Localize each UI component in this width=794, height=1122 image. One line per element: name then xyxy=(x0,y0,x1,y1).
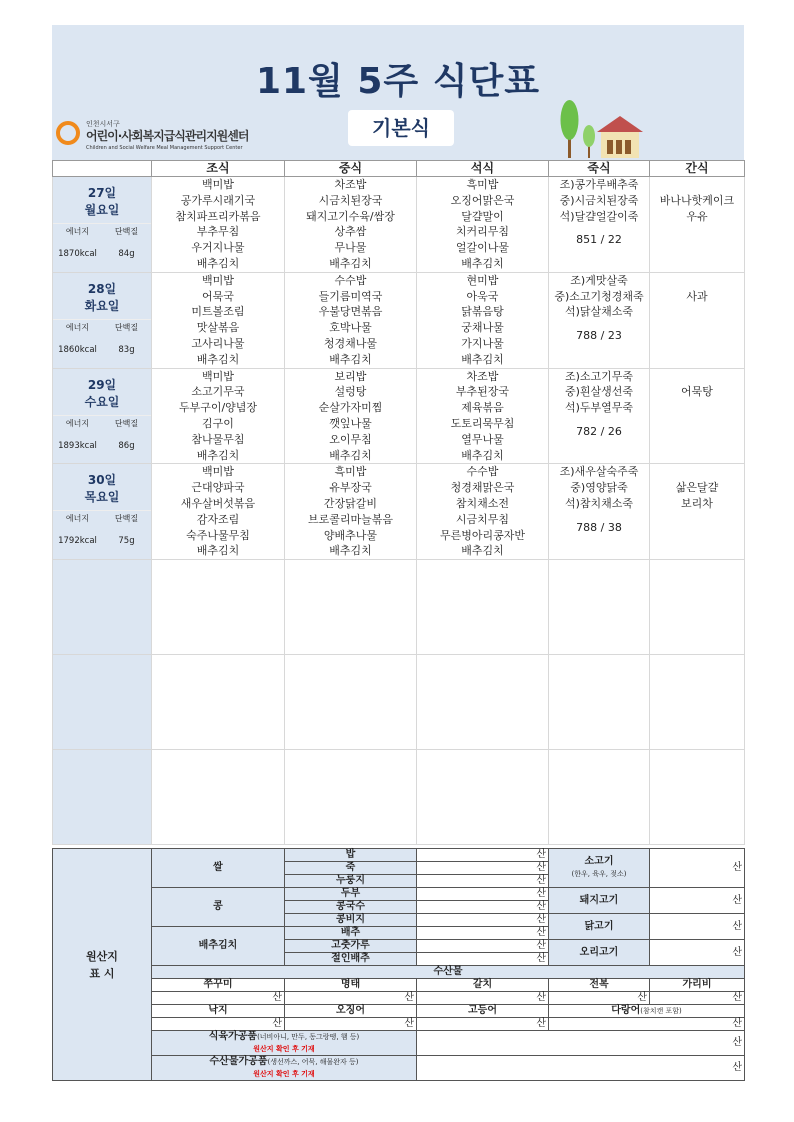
day-label-cell xyxy=(53,177,152,273)
breakfast-item: 배추김치 xyxy=(196,256,240,270)
dinner-item: 달걀말이 xyxy=(461,209,504,223)
origin-label-line1: 원산지 xyxy=(86,949,118,963)
origin-kimchi: 배추김치 xyxy=(152,927,285,966)
porridge-cell xyxy=(549,177,650,273)
nutrition-values xyxy=(53,526,151,556)
origin-rice: 쌀 xyxy=(152,849,285,888)
origin-beef-label: 소고기 xyxy=(584,856,614,867)
origin-value: 산 xyxy=(650,849,745,888)
breakfast-item: 근대양파국 xyxy=(191,481,245,495)
origin-value: 산 xyxy=(285,1018,417,1031)
lunch-cell xyxy=(285,272,417,368)
smile-logo-icon xyxy=(56,121,80,145)
lunch-item: 배추김치 xyxy=(329,352,372,366)
energy-value: 1860kcal xyxy=(58,344,97,355)
dinner-item: 배추김치 xyxy=(461,256,504,270)
porridge-cell xyxy=(549,272,650,368)
snack-spacer xyxy=(650,369,744,385)
lunch-item: 배추김치 xyxy=(329,448,372,462)
energy-label: 에너지 xyxy=(65,418,90,428)
day-date: 28일 xyxy=(87,281,117,296)
lunch-item: 흑미밥 xyxy=(334,465,367,479)
lunch-item: 유부장국 xyxy=(329,481,372,495)
origin-rice-item: 누룽지 xyxy=(285,875,417,888)
origin-fish: 고등어 xyxy=(417,1005,549,1018)
dinner-item: 부추된장국 xyxy=(455,385,510,399)
breakfast-item: 참나물무침 xyxy=(191,432,245,446)
dinner-item: 무른병아리콩자반 xyxy=(439,528,525,542)
dinner-item: 궁채나물 xyxy=(461,321,504,335)
breakfast-cell xyxy=(152,177,285,273)
nutrition-header xyxy=(53,223,151,239)
breakfast-item: 참치파프리카볶음 xyxy=(175,209,261,223)
dinner-item: 수수밥 xyxy=(466,465,499,479)
protein-value: 83g xyxy=(118,344,135,355)
col-header-breakfast: 조식 xyxy=(152,161,285,177)
dinner-item: 오징어맑은국 xyxy=(450,193,515,207)
snack-item: 사과 xyxy=(686,289,708,303)
lunch-item: 들기름미역국 xyxy=(318,289,383,303)
origin-bean-item: 콩국수 xyxy=(285,901,417,914)
origin-fish-proc-note: (생선까스, 어묵, 해물완자 등) xyxy=(267,1058,359,1066)
origin-fish: 명태 xyxy=(285,979,417,992)
protein-label: 단백질 xyxy=(114,514,139,524)
day-label-cell xyxy=(53,272,152,368)
empty-cell xyxy=(417,750,549,845)
origin-kimchi-item: 절인배추 xyxy=(285,953,417,966)
origin-value: 산 xyxy=(650,940,745,966)
origin-kimchi-item: 고춧가루 xyxy=(285,940,417,953)
snack-item: 우유 xyxy=(686,209,708,223)
nutrition-header xyxy=(53,510,151,526)
origin-meat-proc-note: (너비아니, 만두, 동그랑땡, 햄 등) xyxy=(257,1033,360,1041)
empty-cell xyxy=(53,750,152,845)
empty-cell xyxy=(549,750,650,845)
origin-duck: 오리고기 xyxy=(549,940,650,966)
energy-value: 1792kcal xyxy=(58,536,97,547)
lunch-item: 양배추나물 xyxy=(323,528,378,542)
lunch-item: 차조밥 xyxy=(334,178,367,191)
dinner-item: 도토리묵무침 xyxy=(450,416,515,430)
dinner-cell xyxy=(417,177,549,273)
porridge-nutrition: 782 / 26 xyxy=(576,424,622,438)
breakfast-item: 공가루시래기국 xyxy=(180,193,256,207)
origin-value: 산 xyxy=(549,992,650,1005)
origin-kimchi-item: 배추 xyxy=(285,927,417,940)
empty-cell xyxy=(650,655,745,750)
origin-tuna-note: (참치캔 포함) xyxy=(640,1007,682,1015)
lunch-item: 배추김치 xyxy=(329,256,372,270)
day-label xyxy=(53,273,151,319)
porridge-item: 중)흰살생선죽 xyxy=(564,385,634,399)
day-label xyxy=(53,177,151,223)
origin-value: 산 xyxy=(285,992,417,1005)
origin-fish: 오징어 xyxy=(285,1005,417,1018)
origin-value: 산 xyxy=(417,940,549,953)
porridge-item: 중)소고기청경채죽 xyxy=(554,289,644,303)
origin-value: 산 xyxy=(152,1018,285,1031)
day-row xyxy=(53,368,745,464)
breakfast-item: 백미밥 xyxy=(202,465,234,479)
origin-beef xyxy=(549,849,650,888)
breakfast-item: 숙주나물무침 xyxy=(186,528,250,542)
lunch-item: 수수밥 xyxy=(334,273,367,287)
snack-cell xyxy=(650,177,745,273)
lunch-item: 간장닭갈비 xyxy=(323,496,378,510)
weekly-menu-table xyxy=(52,160,745,845)
origin-value: 산 xyxy=(417,875,549,888)
porridge-nutrition: 851 / 22 xyxy=(576,233,622,247)
origin-value: 산 xyxy=(417,901,549,914)
dinner-item: 현미밥 xyxy=(466,273,499,287)
breakfast-item: 어묵국 xyxy=(202,289,234,303)
lunch-item: 청경채나물 xyxy=(323,336,378,350)
lunch-item: 오이무침 xyxy=(329,432,372,446)
porridge-cell xyxy=(549,368,650,464)
day-label-cell xyxy=(53,368,152,464)
center-logo xyxy=(56,119,249,155)
dinner-item: 시금치무침 xyxy=(455,512,510,526)
dinner-item: 배추김치 xyxy=(461,352,504,366)
breakfast-item: 배추김치 xyxy=(196,352,240,366)
snack-spacer xyxy=(650,464,744,480)
lunch-cell xyxy=(285,368,417,464)
day-weekday: 월요일 xyxy=(84,203,120,217)
empty-cell xyxy=(53,560,152,655)
dinner-item: 열무나물 xyxy=(461,432,504,446)
porridge-item: 중)영양닭죽 xyxy=(570,481,628,495)
corner-header xyxy=(53,161,152,177)
snack-item: 어묵탕 xyxy=(681,385,713,399)
origin-value: 산 xyxy=(549,1018,745,1031)
day-date: 30일 xyxy=(87,473,117,488)
header-banner xyxy=(52,25,744,160)
empty-cell xyxy=(650,560,745,655)
lunch-item: 브로콜리마늘볶음 xyxy=(307,512,393,526)
lunch-item: 호박나물 xyxy=(329,321,372,335)
origin-fish-tuna xyxy=(549,1005,745,1018)
porridge-item: 조)콩가루배추죽 xyxy=(559,178,639,191)
protein-value: 84g xyxy=(118,249,135,259)
nutrition-header xyxy=(53,415,151,431)
origin-fish: 낙지 xyxy=(152,1005,285,1018)
origin-rice-item: 밥 xyxy=(285,849,417,862)
porridge-item: 중)시금치된장죽 xyxy=(559,193,639,207)
origin-tuna-label: 다랑어 xyxy=(611,1005,641,1016)
logo-region: 인천시서구 xyxy=(86,120,120,128)
origin-value: 산 xyxy=(417,888,549,901)
empty-row xyxy=(53,750,745,845)
nutrition-header xyxy=(53,319,151,335)
empty-row xyxy=(53,560,745,655)
col-header-porridge: 죽식 xyxy=(549,161,650,177)
breakfast-item: 백미밥 xyxy=(202,273,234,287)
breakfast-item: 배추김치 xyxy=(196,544,240,558)
porridge-nutrition: 788 / 38 xyxy=(576,520,622,534)
day-row xyxy=(53,177,745,273)
snack-cell xyxy=(650,368,745,464)
lunch-item: 순살가자미찜 xyxy=(318,401,383,415)
dinner-item: 얼갈이나물 xyxy=(455,241,510,255)
porridge-item: 조)새우살숙주죽 xyxy=(559,465,639,479)
day-weekday: 화요일 xyxy=(84,298,120,313)
porridge-item: 조)게맛살죽 xyxy=(570,273,628,287)
lunch-item: 설렁탕 xyxy=(334,385,367,399)
lunch-item: 보리밥 xyxy=(334,369,367,383)
dinner-cell xyxy=(417,272,549,368)
origin-value: 산 xyxy=(650,888,745,914)
breakfast-item: 고사리나물 xyxy=(191,336,245,350)
breakfast-cell xyxy=(152,464,285,560)
snack-cell xyxy=(650,464,745,560)
protein-label: 단백질 xyxy=(114,418,139,428)
dinner-cell xyxy=(417,368,549,464)
origin-bean-item: 콩비지 xyxy=(285,914,417,927)
origin-fish: 갈치 xyxy=(417,979,549,992)
dinner-item: 아욱국 xyxy=(466,289,499,303)
day-label-cell xyxy=(53,464,152,560)
origin-value: 산 xyxy=(152,992,285,1005)
dinner-item: 차조밥 xyxy=(466,369,499,383)
breakfast-item: 부추무침 xyxy=(196,225,240,239)
day-label xyxy=(53,464,151,510)
porridge-cell xyxy=(549,464,650,560)
protein-value: 86g xyxy=(118,440,135,451)
origin-chicken: 닭고기 xyxy=(549,914,650,940)
breakfast-item: 미트볼조림 xyxy=(191,305,245,319)
energy-value: 1893kcal xyxy=(58,440,97,451)
dinner-item: 가지나물 xyxy=(461,336,504,350)
origin-confirm-note: 원산지 확인 후 기재 xyxy=(253,1045,315,1053)
energy-label: 에너지 xyxy=(65,514,90,524)
dinner-item: 참치채소전 xyxy=(455,496,510,510)
snack-spacer xyxy=(650,273,744,289)
origin-label xyxy=(53,849,152,1081)
col-header-lunch: 중식 xyxy=(285,161,417,177)
empty-cell xyxy=(417,560,549,655)
empty-cell xyxy=(650,750,745,845)
empty-row xyxy=(53,655,745,750)
origin-value: 산 xyxy=(417,927,549,940)
empty-cell xyxy=(53,655,152,750)
origin-beef-note: (한우, 육우, 젖소) xyxy=(571,870,627,878)
porridge-item: 석)참치채소죽 xyxy=(564,496,634,510)
dinner-item: 제육볶음 xyxy=(461,401,504,415)
origin-label-line2: 표 시 xyxy=(89,966,115,980)
protein-label: 단백질 xyxy=(114,322,139,332)
origin-seafood-header: 수산물 xyxy=(152,966,745,979)
origin-pork: 돼지고기 xyxy=(549,888,650,914)
day-label xyxy=(53,369,151,415)
origin-value: 산 xyxy=(417,953,549,966)
day-date: 27일 xyxy=(87,186,117,200)
dinner-item: 배추김치 xyxy=(461,448,504,462)
protein-value: 75g xyxy=(118,536,135,547)
empty-cell xyxy=(152,560,285,655)
lunch-item: 우불당면볶음 xyxy=(318,305,383,319)
dinner-item: 치커리무침 xyxy=(455,225,510,239)
lunch-item: 무나물 xyxy=(334,241,367,255)
breakfast-item: 배추김치 xyxy=(196,448,240,462)
breakfast-item: 소고기무국 xyxy=(191,385,245,399)
porridge-item: 조)소고기무죽 xyxy=(564,369,634,383)
origin-fish-processed xyxy=(152,1056,417,1081)
day-row xyxy=(53,464,745,560)
dinner-item: 닭볶음탕 xyxy=(461,305,504,319)
nutrition-values xyxy=(53,239,151,269)
empty-cell xyxy=(152,655,285,750)
empty-cell xyxy=(549,560,650,655)
snack-item: 삶은달걀 xyxy=(675,481,719,495)
porridge-item: 석)두부열무죽 xyxy=(564,401,634,415)
origin-value: 산 xyxy=(417,914,549,927)
breakfast-item: 새우살버섯볶음 xyxy=(180,496,256,510)
empty-cell xyxy=(417,655,549,750)
dinner-cell xyxy=(417,464,549,560)
lunch-item: 깻잎나물 xyxy=(329,416,372,430)
energy-label: 에너지 xyxy=(65,322,90,332)
day-weekday: 목요일 xyxy=(84,490,120,505)
nutrition-values xyxy=(53,335,151,365)
meal-type-badge: 기본식 xyxy=(348,110,454,146)
empty-cell xyxy=(152,750,285,845)
col-header-dinner: 석식 xyxy=(417,161,549,177)
day-weekday: 수요일 xyxy=(84,394,120,409)
origin-value: 산 xyxy=(417,992,549,1005)
day-row xyxy=(53,272,745,368)
lunch-cell xyxy=(285,464,417,560)
porridge-nutrition: 788 / 23 xyxy=(576,329,622,343)
empty-cell xyxy=(285,750,417,845)
page-title: 11월 5주 식단표 xyxy=(255,61,541,102)
origin-meat-proc-label: 식육가공품 xyxy=(208,1031,258,1042)
origin-value: 산 xyxy=(417,1018,549,1031)
origin-labeling-table xyxy=(52,848,745,1081)
dinner-item: 배추김치 xyxy=(461,544,504,558)
nutrition-values xyxy=(53,431,151,461)
origin-value: 산 xyxy=(650,914,745,940)
energy-value: 1870kcal xyxy=(58,249,97,259)
col-header-snack: 간식 xyxy=(650,161,745,177)
origin-value: 산 xyxy=(417,1031,745,1056)
origin-fish: 가리비 xyxy=(650,979,745,992)
lunch-item: 시금치된장국 xyxy=(318,193,383,207)
empty-cell xyxy=(285,560,417,655)
dinner-item: 청경채맑은국 xyxy=(450,481,515,495)
porridge-item: 석)닭살채소죽 xyxy=(564,305,634,319)
empty-cell xyxy=(285,655,417,750)
snack-cell xyxy=(650,272,745,368)
breakfast-item: 우거지나물 xyxy=(191,241,245,255)
empty-cell xyxy=(549,655,650,750)
origin-value: 산 xyxy=(650,992,745,1005)
origin-confirm-note: 원산지 확인 후 기재 xyxy=(253,1070,315,1078)
origin-meat-processed xyxy=(152,1031,417,1056)
breakfast-item: 두부구이/양념장 xyxy=(178,401,258,415)
lunch-item: 배추김치 xyxy=(329,544,372,558)
lunch-item: 상추쌈 xyxy=(334,225,367,239)
breakfast-cell xyxy=(152,272,285,368)
snack-spacer xyxy=(650,177,744,193)
logo-org-name: 어린이·사회복지급식관리지원센터 xyxy=(86,129,249,143)
snack-item: 보리차 xyxy=(681,496,713,510)
origin-bean-item: 두부 xyxy=(285,888,417,901)
breakfast-item: 백미밥 xyxy=(202,369,234,383)
origin-fish: 전복 xyxy=(549,979,650,992)
lunch-cell xyxy=(285,177,417,273)
snack-item: 바나나핫케이크 xyxy=(659,193,735,207)
protein-label: 단백질 xyxy=(114,227,139,236)
day-date: 29일 xyxy=(87,377,117,392)
breakfast-item: 감자조림 xyxy=(196,512,240,526)
origin-value: 산 xyxy=(417,1056,745,1081)
logo-org-english: Children and Social Welfare Meal Management Support Center xyxy=(86,145,243,151)
origin-bean: 콩 xyxy=(152,888,285,927)
energy-label: 에너지 xyxy=(65,227,90,236)
breakfast-item: 김구이 xyxy=(202,416,234,430)
breakfast-cell xyxy=(152,368,285,464)
origin-value: 산 xyxy=(417,862,549,875)
breakfast-item: 백미밥 xyxy=(202,178,234,191)
origin-rice-item: 죽 xyxy=(285,862,417,875)
breakfast-item: 맛살볶음 xyxy=(196,321,240,335)
porridge-item: 석)달걀얼갈이죽 xyxy=(559,209,639,223)
dinner-item: 흑미밥 xyxy=(466,178,499,191)
origin-value: 산 xyxy=(417,849,549,862)
origin-fish: 쭈꾸미 xyxy=(152,979,285,992)
tree-house-illustration-icon xyxy=(552,100,652,160)
lunch-item: 돼지고기수육/쌈장 xyxy=(306,209,395,223)
origin-fish-proc-label: 수산물가공품 xyxy=(209,1056,268,1067)
